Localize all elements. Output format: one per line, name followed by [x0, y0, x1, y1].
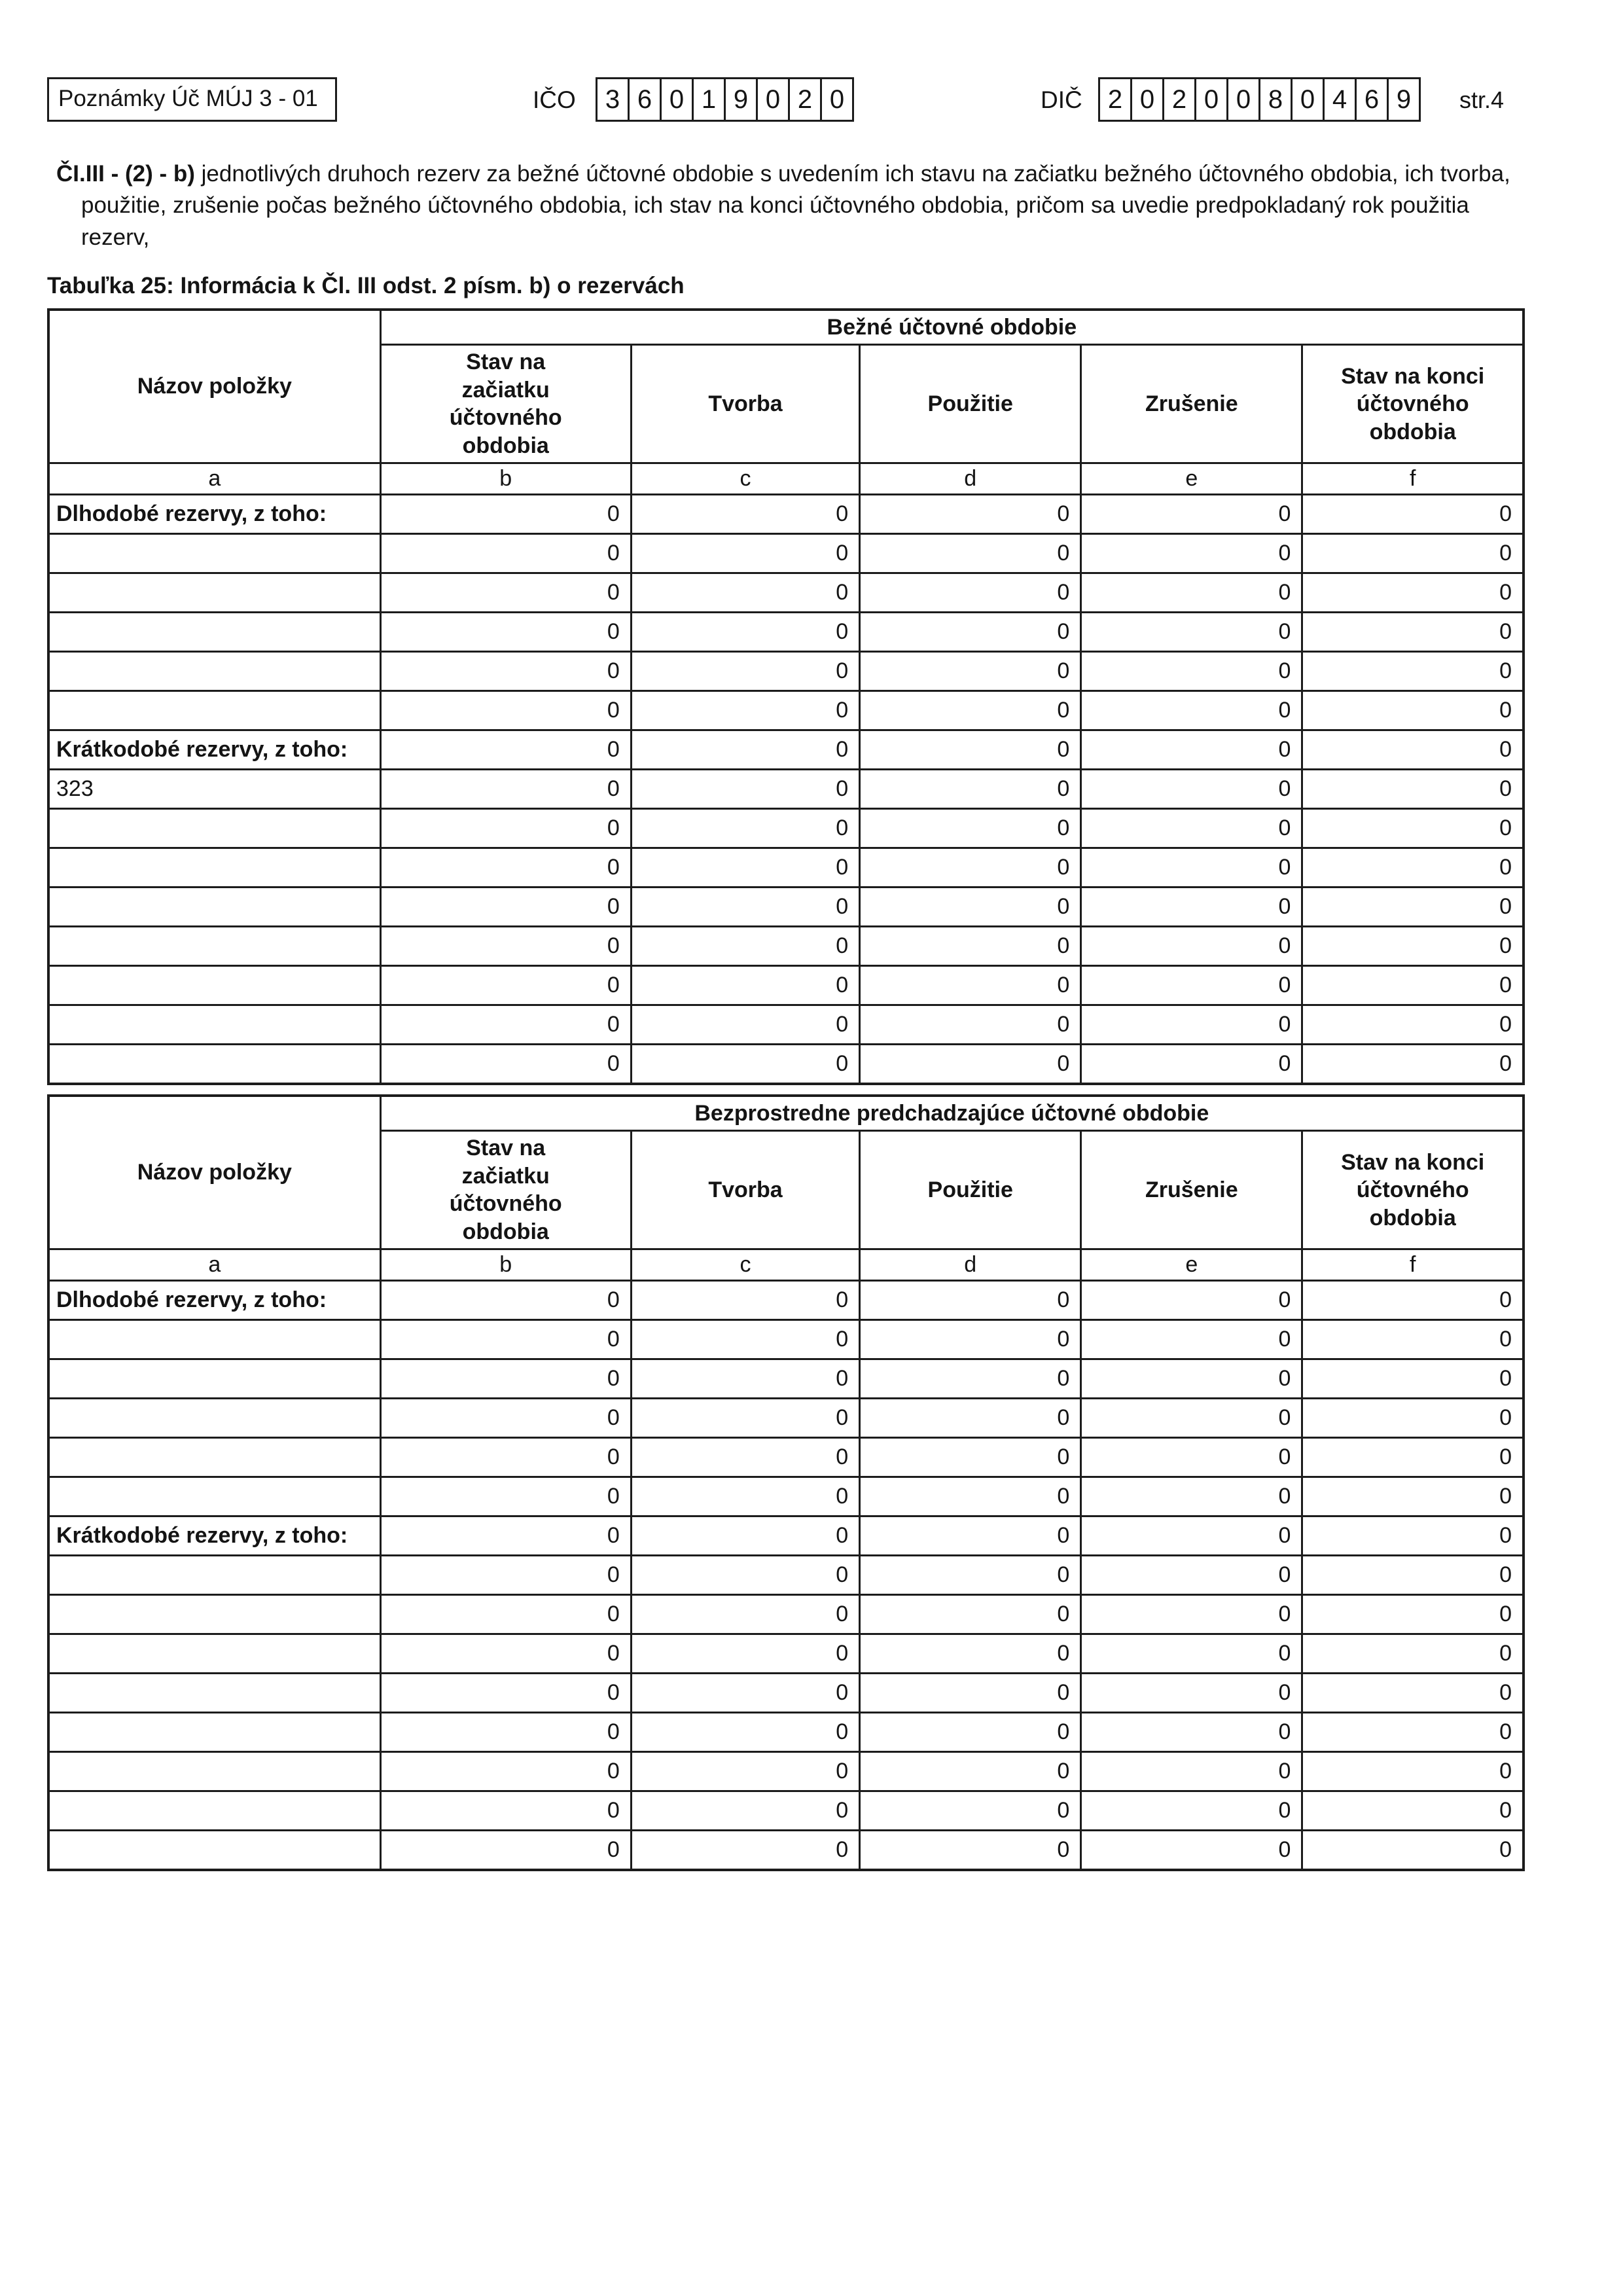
value-cell: 0 — [1302, 691, 1524, 730]
value-cell: 0 — [1081, 888, 1302, 927]
value-cell: 0 — [860, 1752, 1081, 1791]
value-cell: 0 — [1081, 534, 1302, 573]
table-row — [48, 573, 1524, 613]
value-cell: 0 — [860, 1477, 1081, 1516]
value-cell: 0 — [380, 1713, 631, 1752]
column-header-text: Tvorba — [708, 1177, 783, 1202]
column-header-text: Stav na konci účtovného obdobia — [1341, 363, 1485, 444]
row-name-cell — [48, 1674, 380, 1713]
value-cell: 0 — [860, 1516, 1081, 1556]
dic-digit-boxes — [1098, 77, 1421, 122]
value-cell: 0 — [860, 1399, 1081, 1438]
period-header-cell: Bezprostredne predchadzajúce účtovné obdobie — [380, 1096, 1524, 1131]
value-cell: 0 — [380, 652, 631, 691]
value-cell: 0 — [860, 1831, 1081, 1870]
value-cell: 0 — [631, 613, 859, 652]
digit-box: 0 — [820, 77, 854, 122]
value-cell: 0 — [631, 1005, 859, 1045]
column-header-text: Stav na konci účtovného obdobia — [1341, 1149, 1485, 1230]
digit-box: 2 — [1162, 77, 1196, 122]
value-cell: 0 — [380, 534, 631, 573]
row-name-cell — [48, 1791, 380, 1831]
value-cell: 0 — [1081, 730, 1302, 770]
row-name-cell — [48, 613, 380, 652]
value-cell: 0 — [860, 1634, 1081, 1674]
value-cell: 0 — [1081, 1674, 1302, 1713]
row-name-cell — [48, 1045, 380, 1084]
value-cell: 0 — [380, 1516, 631, 1556]
value-cell: 0 — [380, 730, 631, 770]
value-cell: 0 — [1081, 1595, 1302, 1634]
value-cell: 0 — [1081, 1438, 1302, 1477]
value-cell: 0 — [1302, 1320, 1524, 1359]
column-header-cell — [380, 1131, 631, 1249]
value-cell: 0 — [860, 770, 1081, 809]
value-cell: 0 — [631, 1595, 859, 1634]
value-cell: 0 — [1302, 1045, 1524, 1084]
form-title-box — [47, 77, 337, 122]
row-name-cell — [48, 927, 380, 966]
column-header-text: Stav na začiatku účtovného obdobia — [449, 1136, 562, 1244]
value-cell: 0 — [631, 1713, 859, 1752]
value-cell: 0 — [631, 1791, 859, 1831]
column-letter-cell: a — [48, 1249, 380, 1281]
value-cell: 0 — [380, 613, 631, 652]
column-header-cell — [860, 345, 1081, 463]
digit-box: 8 — [1258, 77, 1293, 122]
value-cell: 0 — [1302, 770, 1524, 809]
form-header — [47, 77, 1533, 128]
row-name-cell — [48, 691, 380, 730]
table-row — [48, 848, 1524, 888]
value-cell: 0 — [631, 652, 859, 691]
value-cell: 0 — [1081, 691, 1302, 730]
table-row — [48, 1399, 1524, 1438]
value-cell: 0 — [1081, 1791, 1302, 1831]
column-header-text: Zrušenie — [1145, 1177, 1238, 1202]
column-letter-cell: d — [860, 1249, 1081, 1281]
row-name-cell: Krátkodobé rezervy, z toho: — [48, 730, 380, 770]
value-cell: 0 — [631, 848, 859, 888]
table-row — [48, 1477, 1524, 1516]
value-cell: 0 — [631, 1634, 859, 1674]
value-cell: 0 — [1302, 1556, 1524, 1595]
value-cell: 0 — [1081, 573, 1302, 613]
table-row — [48, 966, 1524, 1005]
value-cell: 0 — [1081, 613, 1302, 652]
table-row — [48, 1045, 1524, 1084]
digit-box: 6 — [628, 77, 662, 122]
row-name-cell — [48, 1595, 380, 1634]
row-name-cell — [48, 1438, 380, 1477]
digit-box: 0 — [1194, 77, 1228, 122]
value-cell: 0 — [1302, 809, 1524, 848]
column-letter-cell: c — [631, 463, 859, 495]
column-header-text: Použitie — [927, 1177, 1013, 1202]
column-header-text: Zrušenie — [1145, 391, 1238, 416]
value-cell: 0 — [1302, 966, 1524, 1005]
value-cell: 0 — [860, 1556, 1081, 1595]
value-cell: 0 — [1081, 1477, 1302, 1516]
intro-paragraph — [56, 158, 1521, 253]
column-letter-cell: c — [631, 1249, 859, 1281]
column-letter-cell: f — [1302, 1249, 1524, 1281]
table-row — [48, 1713, 1524, 1752]
value-cell: 0 — [380, 1359, 631, 1399]
value-cell: 0 — [860, 966, 1081, 1005]
digit-box: 0 — [1130, 77, 1164, 122]
table-row — [48, 613, 1524, 652]
value-cell: 0 — [380, 1399, 631, 1438]
value-cell: 0 — [1302, 888, 1524, 927]
row-name-cell — [48, 966, 380, 1005]
column-header-text: Stav na začiatku účtovného obdobia — [449, 350, 562, 458]
column-header-cell — [380, 345, 631, 463]
value-cell: 0 — [1081, 770, 1302, 809]
value-cell: 0 — [1081, 848, 1302, 888]
value-cell: 0 — [631, 1477, 859, 1516]
value-cell: 0 — [860, 1438, 1081, 1477]
value-cell: 0 — [631, 1045, 859, 1084]
value-cell: 0 — [860, 691, 1081, 730]
column-header-cell — [631, 1131, 859, 1249]
value-cell: 0 — [1302, 1595, 1524, 1634]
value-cell: 0 — [631, 1438, 859, 1477]
value-cell: 0 — [380, 1752, 631, 1791]
value-cell: 0 — [380, 770, 631, 809]
row-name-cell — [48, 888, 380, 927]
value-cell: 0 — [1081, 1359, 1302, 1399]
reserves-table-current-period — [47, 308, 1525, 1085]
digit-box: 0 — [1291, 77, 1325, 122]
value-cell: 0 — [380, 1438, 631, 1477]
digit-box: 2 — [788, 77, 822, 122]
value-cell: 0 — [631, 809, 859, 848]
value-cell: 0 — [1081, 1516, 1302, 1556]
value-cell: 0 — [380, 1320, 631, 1359]
period-header-cell: Bežné účtovné obdobie — [380, 310, 1524, 345]
value-cell: 0 — [1302, 1752, 1524, 1791]
table-row — [48, 495, 1524, 534]
value-cell: 0 — [631, 927, 859, 966]
value-cell: 0 — [860, 1674, 1081, 1713]
row-name-cell — [48, 573, 380, 613]
value-cell: 0 — [1302, 1005, 1524, 1045]
column-letter-cell: b — [380, 1249, 631, 1281]
digit-box: 0 — [756, 77, 790, 122]
row-name-cell — [48, 1634, 380, 1674]
table-row — [48, 1438, 1524, 1477]
value-cell: 0 — [380, 573, 631, 613]
column-header-cell — [1081, 345, 1302, 463]
value-cell: 0 — [1081, 1752, 1302, 1791]
column-letter-cell: f — [1302, 463, 1524, 495]
row-name-cell: Krátkodobé rezervy, z toho: — [48, 1516, 380, 1556]
form-title: Poznámky Úč MÚJ 3 - 01 — [58, 86, 318, 111]
value-cell: 0 — [1081, 1713, 1302, 1752]
column-header-cell — [1302, 1131, 1524, 1249]
row-name-cell — [48, 1713, 380, 1752]
table-row — [48, 1831, 1524, 1870]
value-cell: 0 — [1081, 927, 1302, 966]
article-reference: ČI.III - (2) - b) — [56, 161, 202, 187]
row-name-cell — [48, 1556, 380, 1595]
value-cell: 0 — [631, 573, 859, 613]
value-cell: 0 — [860, 1281, 1081, 1320]
row-name-cell — [48, 1831, 380, 1870]
row-name-cell: Dlhodobé rezervy, z toho: — [48, 1281, 380, 1320]
value-cell: 0 — [1081, 966, 1302, 1005]
digit-box: 2 — [1098, 77, 1132, 122]
value-cell: 0 — [380, 691, 631, 730]
value-cell: 0 — [860, 613, 1081, 652]
value-cell: 0 — [1302, 573, 1524, 613]
value-cell: 0 — [631, 1752, 859, 1791]
digit-box: 0 — [660, 77, 694, 122]
value-cell: 0 — [1302, 927, 1524, 966]
value-cell: 0 — [860, 1005, 1081, 1045]
value-cell: 0 — [631, 1399, 859, 1438]
table-row — [48, 770, 1524, 809]
table-row — [48, 1516, 1524, 1556]
row-name-cell: Dlhodobé rezervy, z toho: — [48, 495, 380, 534]
value-cell: 0 — [1302, 652, 1524, 691]
column-header-text: Použitie — [927, 391, 1013, 416]
value-cell: 0 — [1302, 1674, 1524, 1713]
column-letter-cell: e — [1081, 1249, 1302, 1281]
value-cell: 0 — [380, 966, 631, 1005]
value-cell: 0 — [631, 966, 859, 1005]
value-cell: 0 — [380, 495, 631, 534]
value-cell: 0 — [631, 1359, 859, 1399]
column-letter-cell: e — [1081, 463, 1302, 495]
page-content — [47, 77, 1533, 1871]
value-cell: 0 — [1302, 1791, 1524, 1831]
value-cell: 0 — [631, 1281, 859, 1320]
table-row — [48, 1674, 1524, 1713]
value-cell: 0 — [860, 848, 1081, 888]
digit-box: 1 — [692, 77, 726, 122]
value-cell: 0 — [380, 848, 631, 888]
value-cell: 0 — [1302, 495, 1524, 534]
value-cell: 0 — [1081, 495, 1302, 534]
value-cell: 0 — [860, 1320, 1081, 1359]
digit-box: 4 — [1323, 77, 1357, 122]
table-row — [48, 888, 1524, 927]
intro-text: jednotlivých druhoch rezerv za bežné účtovné obdobie s uvedením ich stavu na začiatku bežného účtovného obdobia, ich tvorba, použitie, zrušenie počas bežného účtovného obdobia, ich stav na konci účtovného obdobia, pričom sa uvedie predpokladaný rok použitia rezerv, — [81, 161, 1510, 250]
value-cell: 0 — [380, 1791, 631, 1831]
value-cell: 0 — [860, 652, 1081, 691]
value-cell: 0 — [1081, 1399, 1302, 1438]
value-cell: 0 — [380, 1005, 631, 1045]
value-cell: 0 — [1302, 1281, 1524, 1320]
value-cell: 0 — [1302, 1831, 1524, 1870]
column-header-cell — [631, 345, 859, 463]
column-header-cell — [1302, 345, 1524, 463]
value-cell: 0 — [860, 1595, 1081, 1634]
value-cell: 0 — [1081, 1281, 1302, 1320]
ico-label: IČO — [533, 86, 576, 113]
row-name-cell — [48, 1752, 380, 1791]
value-cell: 0 — [380, 809, 631, 848]
table-row — [48, 652, 1524, 691]
value-cell: 0 — [380, 1281, 631, 1320]
value-cell: 0 — [860, 573, 1081, 613]
row-name-cell — [48, 1399, 380, 1438]
value-cell: 0 — [1302, 1399, 1524, 1438]
value-cell: 0 — [1081, 1045, 1302, 1084]
table-row — [48, 1320, 1524, 1359]
value-cell: 0 — [1081, 1634, 1302, 1674]
value-cell: 0 — [1302, 730, 1524, 770]
page-number: str.4 — [1459, 86, 1505, 113]
table-row — [48, 1595, 1524, 1634]
value-cell: 0 — [380, 1556, 631, 1595]
digit-box: 6 — [1355, 77, 1389, 122]
table-row — [48, 1634, 1524, 1674]
value-cell: 0 — [1302, 1359, 1524, 1399]
row-name-cell — [48, 534, 380, 573]
value-cell: 0 — [860, 1359, 1081, 1399]
row-name-cell — [48, 1320, 380, 1359]
value-cell: 0 — [631, 534, 859, 573]
value-cell: 0 — [1081, 1005, 1302, 1045]
table-caption: Tabuľka 25: Informácia k Čl. III odst. 2 písm. b) o rezervách — [47, 272, 685, 298]
value-cell: 0 — [631, 1320, 859, 1359]
value-cell: 0 — [1302, 1438, 1524, 1477]
value-cell: 0 — [860, 495, 1081, 534]
value-cell: 0 — [380, 888, 631, 927]
dic-label: DIČ — [1041, 86, 1082, 113]
value-cell: 0 — [631, 888, 859, 927]
value-cell: 0 — [631, 770, 859, 809]
value-cell: 0 — [631, 1556, 859, 1595]
value-cell: 0 — [860, 1045, 1081, 1084]
value-cell: 0 — [1302, 848, 1524, 888]
value-cell: 0 — [380, 1674, 631, 1713]
ico-digit-boxes — [596, 77, 854, 122]
value-cell: 0 — [631, 1674, 859, 1713]
value-cell: 0 — [1081, 652, 1302, 691]
value-cell: 0 — [380, 1831, 631, 1870]
table-row — [48, 1752, 1524, 1791]
digit-box: 0 — [1226, 77, 1260, 122]
value-cell: 0 — [380, 1595, 631, 1634]
value-cell: 0 — [1302, 613, 1524, 652]
value-cell: 0 — [631, 1516, 859, 1556]
table-row — [48, 927, 1524, 966]
row-name-cell — [48, 1359, 380, 1399]
row-name-cell — [48, 1005, 380, 1045]
value-cell: 0 — [860, 730, 1081, 770]
value-cell: 0 — [1302, 1477, 1524, 1516]
table-row — [48, 809, 1524, 848]
value-cell: 0 — [1081, 1831, 1302, 1870]
column-header-cell — [860, 1131, 1081, 1249]
table-row — [48, 1791, 1524, 1831]
value-cell: 0 — [631, 495, 859, 534]
value-cell: 0 — [631, 730, 859, 770]
value-cell: 0 — [1081, 809, 1302, 848]
digit-box: 9 — [724, 77, 758, 122]
row-name-cell — [48, 809, 380, 848]
value-cell: 0 — [380, 927, 631, 966]
table-row — [48, 1005, 1524, 1045]
column-letter-cell: a — [48, 463, 380, 495]
value-cell: 0 — [860, 1713, 1081, 1752]
row-name-cell — [48, 652, 380, 691]
column-letter-cell: d — [860, 463, 1081, 495]
row-name-cell — [48, 1477, 380, 1516]
value-cell: 0 — [1302, 534, 1524, 573]
table-row — [48, 1281, 1524, 1320]
value-cell: 0 — [1081, 1320, 1302, 1359]
table-row — [48, 1556, 1524, 1595]
value-cell: 0 — [380, 1477, 631, 1516]
column-header-nazov-polozky: Názov položky — [48, 1096, 380, 1249]
column-letter-cell: b — [380, 463, 631, 495]
value-cell: 0 — [631, 691, 859, 730]
value-cell: 0 — [860, 927, 1081, 966]
value-cell: 0 — [860, 888, 1081, 927]
value-cell: 0 — [1302, 1713, 1524, 1752]
reserves-table-previous-period — [47, 1094, 1525, 1871]
value-cell: 0 — [860, 534, 1081, 573]
value-cell: 0 — [1081, 1556, 1302, 1595]
value-cell: 0 — [380, 1045, 631, 1084]
table-row — [48, 691, 1524, 730]
digit-box: 3 — [596, 77, 630, 122]
value-cell: 0 — [860, 1791, 1081, 1831]
table-row — [48, 534, 1524, 573]
column-header-text: Tvorba — [708, 391, 783, 416]
value-cell: 0 — [1302, 1634, 1524, 1674]
column-header-cell — [1081, 1131, 1302, 1249]
value-cell: 0 — [380, 1634, 631, 1674]
row-name-cell — [48, 848, 380, 888]
table-row — [48, 1359, 1524, 1399]
table-row — [48, 730, 1524, 770]
value-cell: 0 — [860, 809, 1081, 848]
column-header-nazov-polozky: Názov položky — [48, 310, 380, 463]
value-cell: 0 — [1302, 1516, 1524, 1556]
value-cell: 0 — [631, 1831, 859, 1870]
row-name-cell: 323 — [48, 770, 380, 809]
digit-box: 9 — [1387, 77, 1421, 122]
